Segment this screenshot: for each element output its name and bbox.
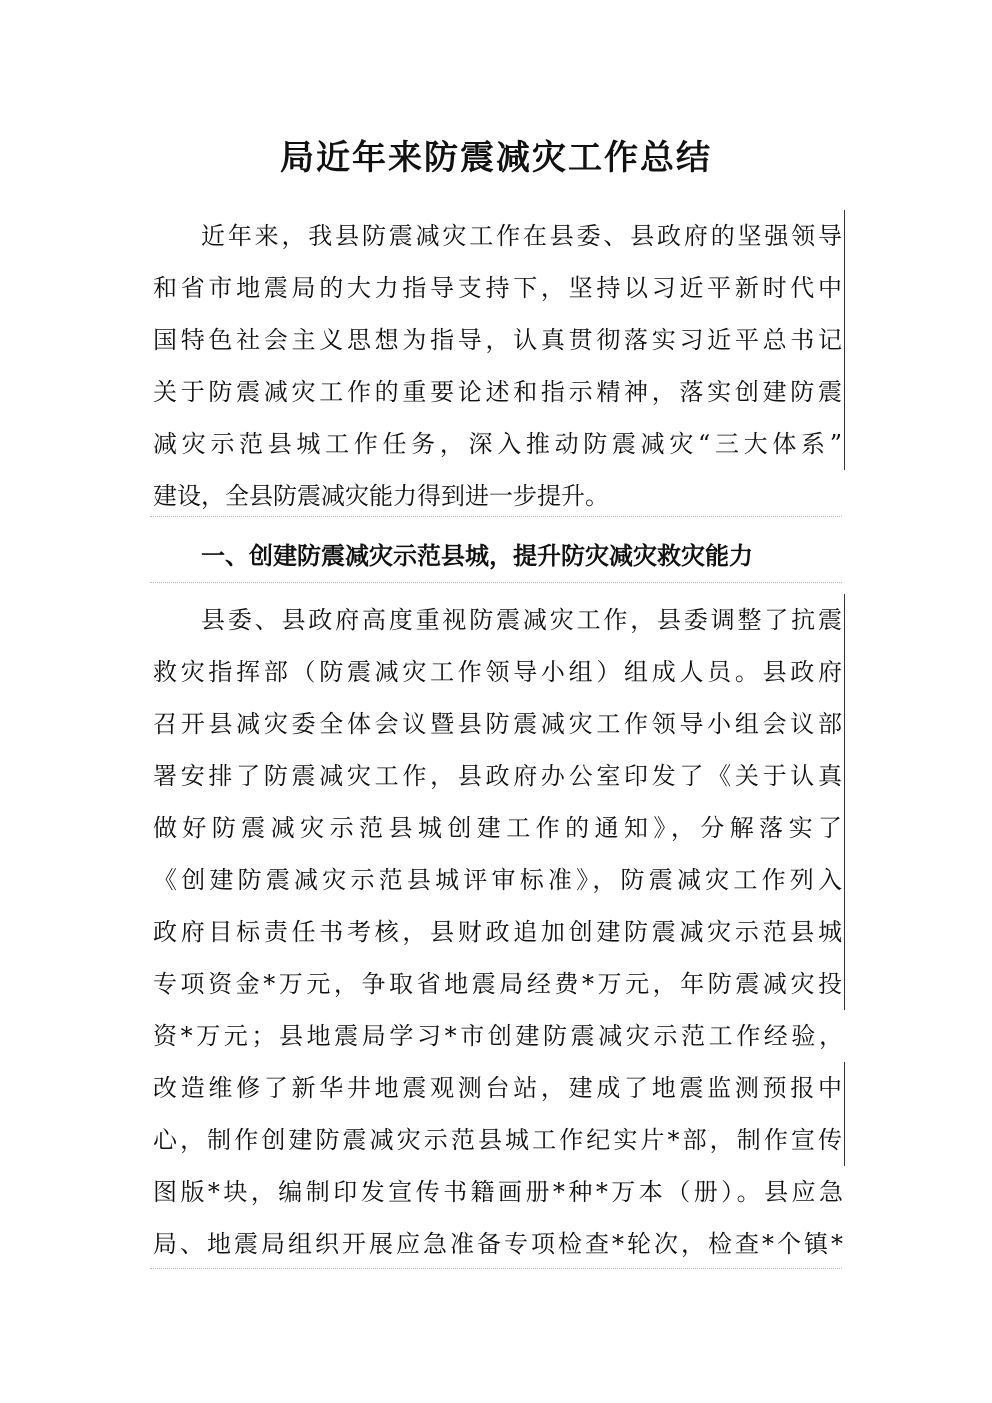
paragraph-line: 《创建防震减灾示范县城评审标准》，防震减灾工作列入 [153,854,845,906]
paragraph-line: 署安排了防震减灾工作，县政府办公室印发了《关于认真 [153,750,845,802]
section-heading: 一、创建防震减灾示范县城，提升防灾减灾救灾能力 [201,542,753,570]
paragraph-line: 关于防震减灾工作的重要论述和指示精神，落实创建防震 [153,366,845,418]
paragraph-line: 国特色社会主义思想为指导，认真贯彻落实习近平总书记 [153,314,845,366]
paragraph-line: 近年来，我县防震减灾工作在县委、县政府的坚强领导 [153,210,845,262]
paragraph-line: 心，制作创建防震减灾示范县城工作纪实片*部，制作宣传 [153,1114,845,1166]
paragraph-line: 改造维修了新华井地震观测台站，建成了地震监测预报中 [153,1062,845,1114]
paragraph-line: 做好防震减灾示范县城创建工作的通知》，分解落实了 [153,802,845,854]
paragraph-line: 资*万元；县地震局学习*市创建防震减灾示范工作经验， [153,1022,843,1050]
page-bottom-divider [150,1268,842,1269]
section-divider [150,516,842,517]
paragraph-line: 和省市地震局的大力指导支持下，坚持以习近平新时代中 [153,262,845,314]
paragraph-line: 建设，全县防震减灾能力得到进一步提升。 [153,482,609,510]
paragraph-line: 县委、县政府高度重视防震减灾工作，县委调整了抗震 [153,594,845,646]
paragraph-line: 专项资金*万元，争取省地震局经费*万元，年防震减灾投 [153,958,845,1010]
paragraph-line: 减灾示范县城工作任务，深入推动防震减灾“三大体系” [153,418,845,470]
paragraph-line: 局、地震局组织开展应急准备专项检查*轮次，检查*个镇* [153,1230,843,1258]
paragraph-line: 图版*块，编制印发宣传书籍画册*种*万本（册）。县应急 [153,1178,843,1206]
paragraph-line: 召开县减灾委全体会议暨县防震减灾工作领导小组会议部 [153,698,845,750]
section-divider [150,582,842,583]
paragraph-line: 政府目标责任书考核，县财政追加创建防震减灾示范县城 [153,906,845,958]
section1-paragraph [153,594,845,1270]
intro-paragraph [153,210,845,522]
page-title: 局近年来防震减灾工作总结 [280,138,712,178]
paragraph-line: 救灾指挥部（防震减灾工作领导小组）组成人员。县政府 [153,646,845,698]
